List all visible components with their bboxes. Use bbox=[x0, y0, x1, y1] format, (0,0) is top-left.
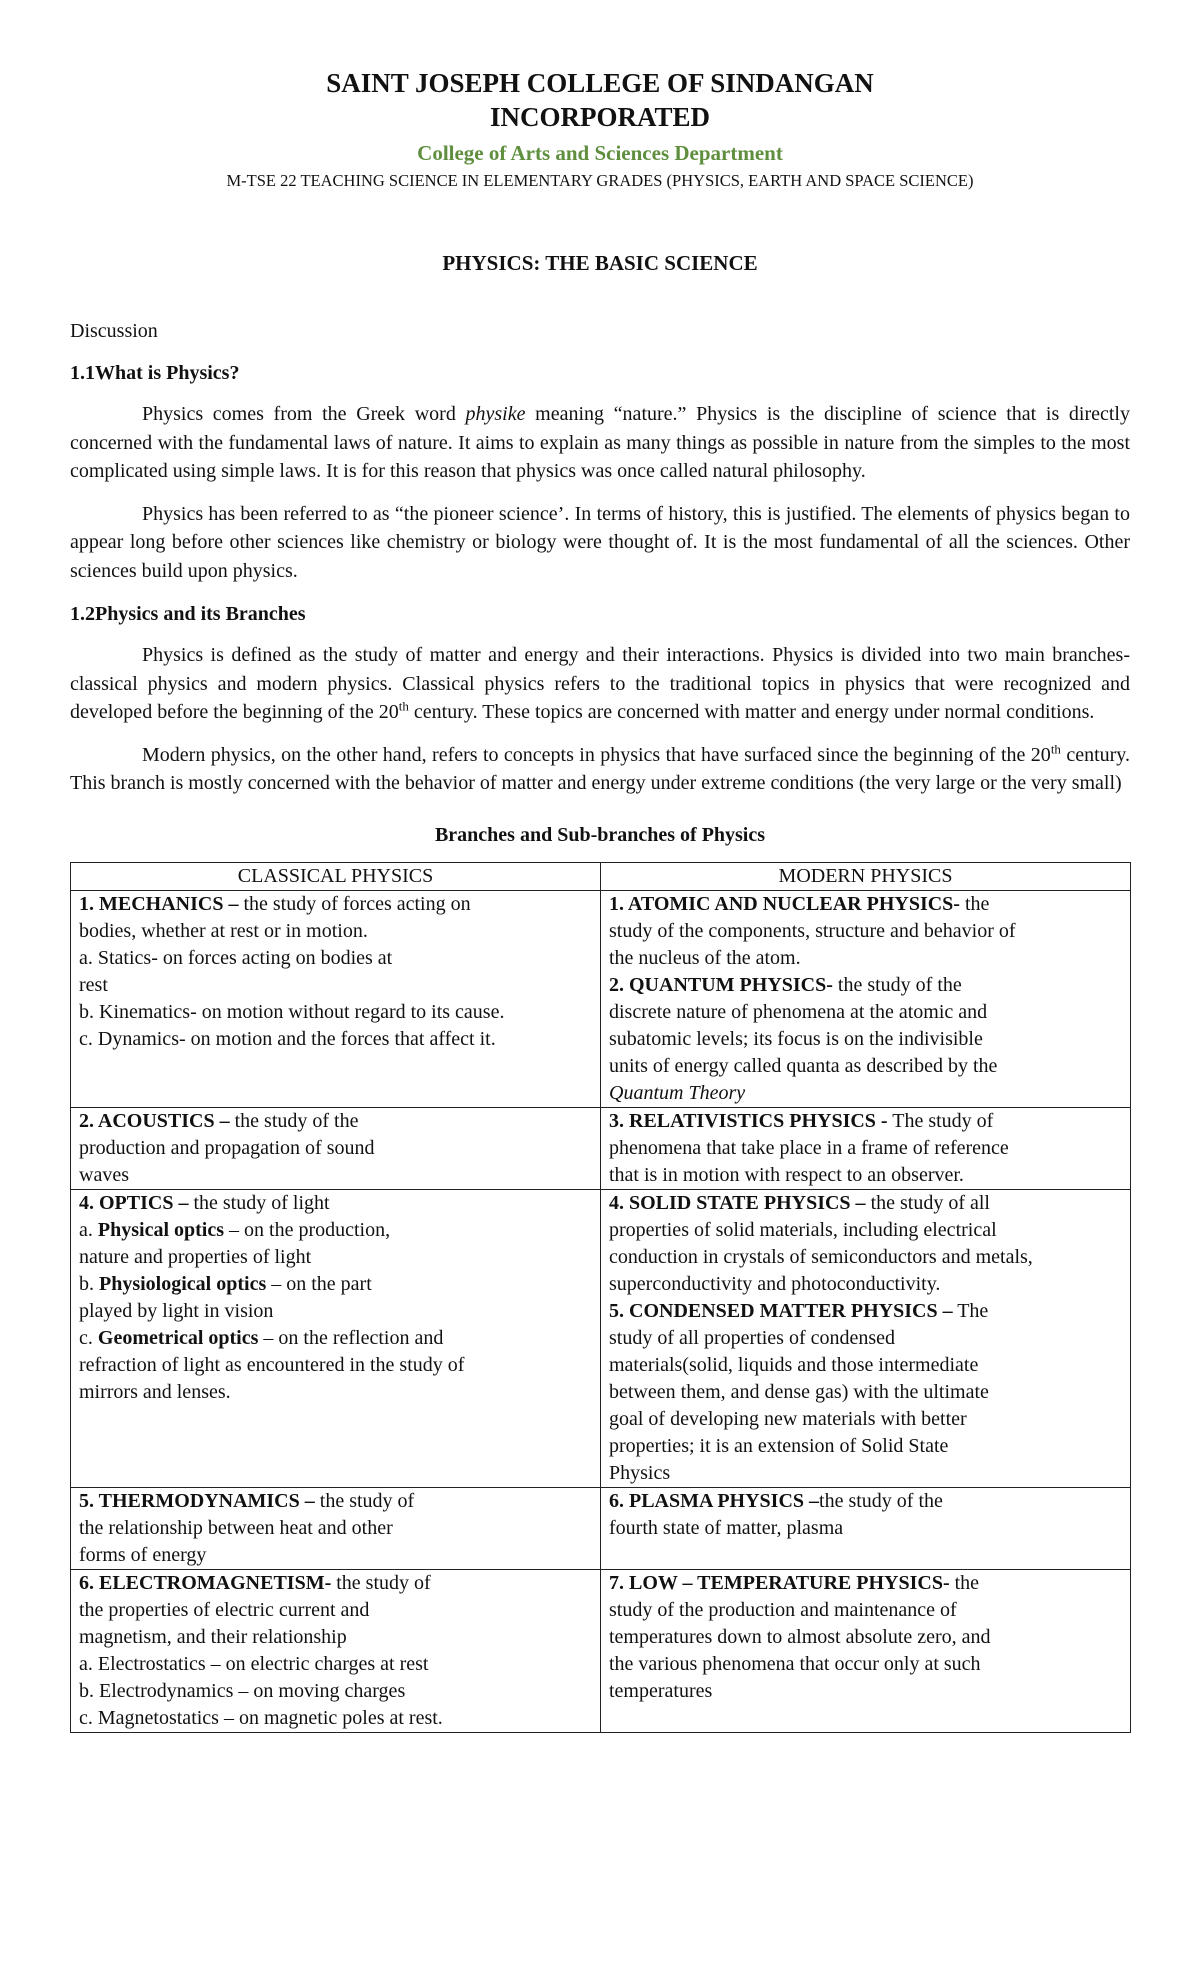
table-header-row bbox=[71, 862, 1131, 890]
greek-word: physike bbox=[465, 403, 526, 425]
paragraph-classical-physics: Physics is defined as the study of matter and energy and their interactions. Physics is divided into two main branches-classical physics and modern physics. Classical physics refers to the traditional topics in physics that were recognized and developed before the beginning of the 20th century. These topics are concerned with matter and energy under normal conditions. bbox=[70, 644, 1130, 723]
department-name: College of Arts and Sciences Department bbox=[417, 141, 783, 165]
classical-cell-optics: 4. OPTICS – the study of light a. Physical optics – on the production, nature and properties of light b. Physiological optics – on the part played by light in vision c. Geometrical optics – on the reflection and refraction of light as encountered in the study of mirrors and lenses. bbox=[71, 1189, 601, 1487]
paragraph-what-is-physics: Physics comes from the Greek word physike meaning “nature.” Physics is the discipline of science that is directly concerned with the fundamental laws of nature. It aims to explain as many things as possible in nature from the simples to the most complicated using simple laws. It is for this reason that physics was once called natural philosophy. bbox=[70, 403, 1130, 482]
table-caption: Branches and Sub-branches of Physics bbox=[434, 823, 766, 846]
column-header-classical: CLASSICAL PHYSICS bbox=[71, 862, 601, 890]
table-row bbox=[71, 1107, 1131, 1189]
paragraph-modern-physics: Modern physics, on the other hand, refers to concepts in physics that have surfaced since the beginning of the 20th century. This branch is mostly concerned with the behavior of matter and energy under extreme conditions (the very large or the very small) bbox=[70, 740, 1130, 794]
classical-cell-mechanics: 1. MECHANICS – the study of forces acting on bodies, whether at rest or in motion. a. Statics- on forces acting on bodies at rest b. Kinematics- on motion without regard to its cause. c. Dynamics- on motion and the forces that affect it. bbox=[71, 890, 601, 1107]
table-row bbox=[71, 1189, 1131, 1487]
modern-cell-relativistics: 3. RELATIVISTICS PHYSICS - The study of phenomena that take place in a frame of reference that is in motion with respect to an observer. bbox=[601, 1107, 1131, 1189]
modern-cell-solid-state-condensed: 4. SOLID STATE PHYSICS – the study of all properties of solid materials, including electrical conduction in crystals of semiconductors and metals, superconductivity and photoconductivity. 5. CONDENSED MATTER PHYSICS – The study of all properties of condensed materials(solid, liquids and those intermediate between them, and dense gas) with the ultimate goal of developing new materials with better properties; it is an extension of Solid State Physics bbox=[601, 1189, 1131, 1487]
modern-cell-plasma: 6. PLASMA PHYSICS –the study of the fourth state of matter, plasma bbox=[601, 1487, 1131, 1569]
section-heading-1-1: 1.1What is Physics? bbox=[70, 362, 240, 384]
modern-cell-atomic-quantum: 1. ATOMIC AND NUCLEAR PHYSICS- the study of the components, structure and behavior of the nucleus of the atom. 2. QUANTUM PHYSICS- the study of the discrete nature of phenomena at the atomic and subatomic levels; its focus is on the indivisible units of energy called quanta as described by the Quantum Theory bbox=[601, 890, 1131, 1107]
table-row bbox=[71, 1487, 1131, 1569]
school-name-line2: INCORPORATED bbox=[489, 102, 710, 132]
paragraph-pioneer-science: Physics has been referred to as “the pioneer science’. In terms of history, this is justified. The elements of physics began to appear long before other sciences like chemistry or biology were thought of. It is the most fundamental of all the sciences. Other sciences build upon physics. bbox=[70, 502, 1130, 582]
document-title: PHYSICS: THE BASIC SCIENCE bbox=[442, 251, 758, 275]
table-row bbox=[71, 1569, 1131, 1732]
school-name-line1: SAINT JOSEPH COLLEGE OF SINDANGAN bbox=[326, 68, 874, 98]
classical-cell-electromagnetism: 6. ELECTROMAGNETISM- the study of the properties of electric current and magnetism, and their relationship a. Electrostatics – on electric charges at rest b. Electrodynamics – on moving charges c. Magnetostatics – on magnetic poles at rest. bbox=[71, 1569, 601, 1732]
branches-table bbox=[70, 862, 1131, 1733]
column-header-modern: MODERN PHYSICS bbox=[601, 862, 1131, 890]
classical-cell-thermodynamics: 5. THERMODYNAMICS – the study of the relationship between heat and other forms of energy bbox=[71, 1487, 601, 1569]
modern-cell-low-temperature: 7. LOW – TEMPERATURE PHYSICS- the study of the production and maintenance of temperatures down to almost absolute zero, and the various phenomena that occur only at such temperatures bbox=[601, 1569, 1131, 1732]
discussion-label: Discussion bbox=[70, 320, 158, 342]
section-heading-1-2: 1.2Physics and its Branches bbox=[70, 603, 306, 625]
classical-cell-acoustics: 2. ACOUSTICS – the study of the production and propagation of sound waves bbox=[71, 1107, 601, 1189]
course-title: M-TSE 22 TEACHING SCIENCE IN ELEMENTARY GRADES (PHYSICS, EARTH AND SPACE SCIENCE) bbox=[226, 171, 974, 190]
table-row bbox=[71, 890, 1131, 1107]
